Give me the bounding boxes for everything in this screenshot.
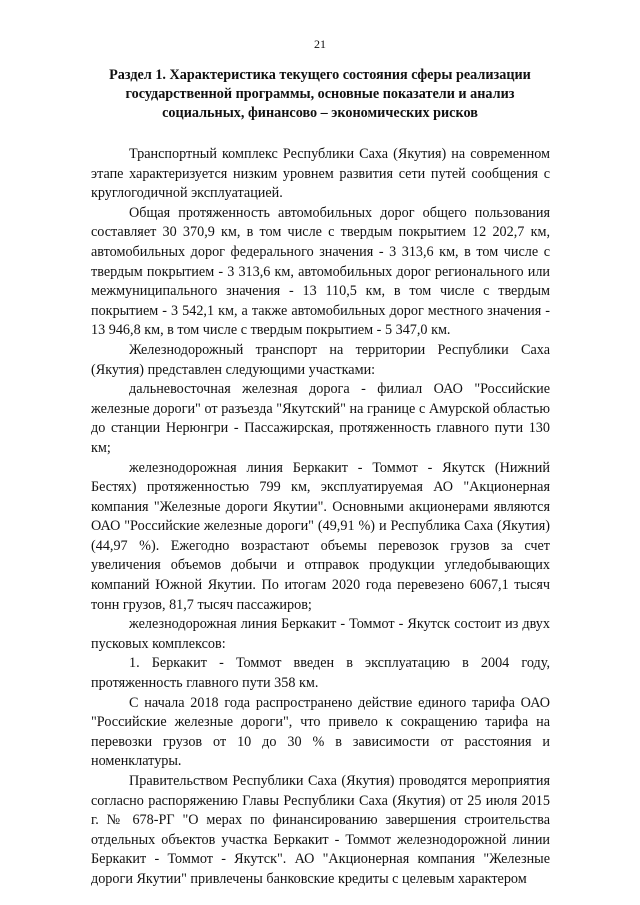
paragraph: 1. Беркакит - Томмот введен в эксплуатацию в 2004 году, протяженность главного пути 358 км. (91, 655, 550, 692)
paragraph: Транспортный комплекс Республики Саха (Якутия) на современном этапе характеризуется низким уровнем развития сети путей сообщения с круглогодичной эксплуатацией. (91, 146, 550, 202)
paragraph: дальневосточная железная дорога - филиал ОАО "Российские железные дороги" от разъезда "Якутский" на границе с Амурской областью до станции Нерюнгри - Пассажирская, протяженность главного пути 130 км; (91, 381, 550, 456)
body-text (91, 145, 550, 890)
paragraph: железнодорожная линия Беркакит - Томмот - Якутск состоит из двух пусковых комплексов: (91, 616, 550, 652)
page-number: 21 (314, 37, 326, 51)
paragraph: Общая протяженность автомобильных дорог общего пользования составляет 30 370,9 км, в том числе с твердым покрытием 12 202,7 км, автомобильных дорог федерального значения - 3 313,6 км, в том числе с твердым покрытием - 3 313,6 км, автомобильных дорог регионального или межмуниципального значения - 13 110,5 км, в том числе с твердым покрытием - 3 542,1 км, а также автомобильных дорог местного значения - 13 946,8 км, в том числе с твердым покрытием - 5 347,0 км. (91, 204, 550, 339)
section-title: Раздел 1. Характеристика текущего состояния сферы реализации государственной программы, основные показатели и анализ социальных, финансово – экономических рисков (109, 67, 531, 121)
paragraph: Правительством Республики Саха (Якутия) проводятся мероприятия согласно распоряжению Главы Республики Саха (Якутия) от 25 июля 2015 г. № 678-РГ "О мерах по финансированию завершения строительства отдельных объектов участка Беркакит - Томмот железнодорожной линии Беркакит - Томмот - Якутск". АО "Акционерная компания "Железные дороги Якутии" привлечены банковские кредиты с целевым характером (91, 773, 550, 887)
paragraph: Железнодорожный транспорт на территории Республики Саха (Якутия) представлен следующими участками: (91, 341, 550, 378)
paragraph: железнодорожная линия Беркакит - Томмот - Якутск (Нижний Бестях) протяженностью 799 км, эксплуатируемая АО "Акционерная компания "Железные дороги Якутии". Основными акционерами являются ОАО "Российские железные дороги" (49,91 %) и Республика Саха (Якутия) (44,97 %). Ежегодно возрастают объемы перевозок грузов за счет увеличения объемов добычи и отправок продукции угледобывающих компаний Южной Якутии. По итогам 2020 года перевезено 6067,1 тысяч тонн грузов, 81,7 тысяч пассажиров; (91, 459, 550, 613)
paragraph: С начала 2018 года распространено действие единого тарифа ОАО "Российские железные дороги", что привело к сокращению тарифа на перевозки грузов от 10 до 30 % в зависимости от расстояния и номенклатуры. (91, 694, 550, 770)
